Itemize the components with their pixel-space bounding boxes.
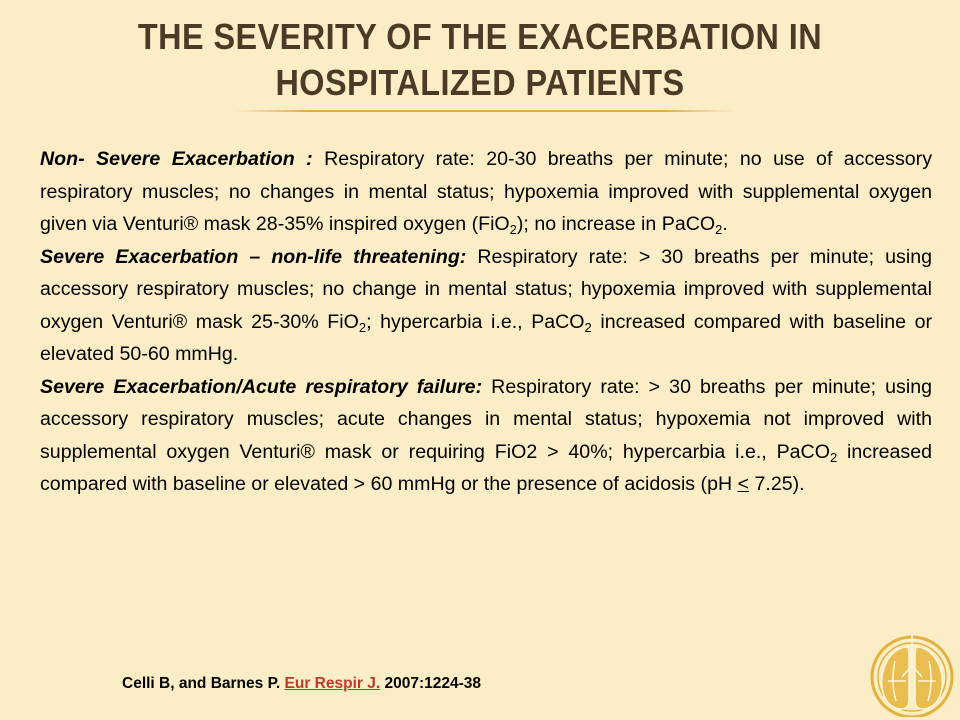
text-segment: ); no increase in PaCO [516, 213, 716, 235]
subscript: 2 [358, 319, 367, 335]
subscript: 2 [509, 222, 517, 237]
slide-title-line-1: THE SEVERITY OF THE EXACERBATION IN [137, 16, 823, 57]
label-acute-respiratory-failure: Severe Exacerbation/Acute respiratory failure: [40, 375, 483, 398]
citation-authors: Celli B, and Barnes P. [122, 675, 285, 692]
subscript: 2 [829, 449, 838, 465]
body-text [40, 143, 932, 501]
text-segment: increased compared with baseline or elevated > 60 mmHg or the presence of acidosis (pH [40, 440, 933, 495]
subscript: 2 [715, 222, 723, 237]
subscript: 2 [584, 319, 592, 335]
lungs-logo-icon [862, 625, 958, 717]
slide-title [48, 14, 912, 106]
less-than-or-equal-sign: < [737, 473, 750, 495]
slide-title-line-2: HOSPITALIZED PATIENTS [275, 62, 685, 103]
text-segment: increased compared with baseline or elevated 50-60 mmHg. [40, 310, 932, 365]
text-segment: Respiratory rate: 20-30 breaths per minute; no use of accessory respiratory muscles; no changes in mental status; hypoxemia improved with supplemental oxygen given via Venturi® mask 28-35% inspired oxygen (FiO [40, 148, 932, 235]
text-segment: ; hypercarbia i.e., PaCO [366, 310, 585, 333]
text-segment: Respiratory rate: > 30 breaths per minute; using accessory respiratory muscles; acute changes in mental status; hypoxemia not improved with supplemental oxygen Venturi® mask or requiring FiO2 > 40%; hypercarbia i.e., PaCO [40, 375, 932, 463]
text-segment: . [722, 213, 728, 235]
title-divider [235, 110, 735, 112]
text-segment: 7.25). [749, 473, 805, 495]
paragraph-severe-non-life-threatening [40, 241, 932, 371]
citation [122, 675, 481, 693]
citation-details: 2007:1224-38 [380, 675, 481, 692]
paragraph-acute-respiratory-failure [40, 371, 932, 501]
citation-journal-link[interactable]: Eur Respir J. [284, 675, 381, 692]
label-non-severe: Non- Severe Exacerbation : [40, 148, 313, 170]
text-segment: Respiratory rate: > 30 breaths per minute; using accessory respiratory muscles; no change in mental status; hypoxemia improved with supplemental oxygen Venturi® mask 25-30% FiO [40, 245, 932, 333]
label-severe-non-life-threatening: Severe Exacerbation – non-life threatening: [40, 245, 467, 268]
paragraph-non-severe [40, 143, 932, 241]
